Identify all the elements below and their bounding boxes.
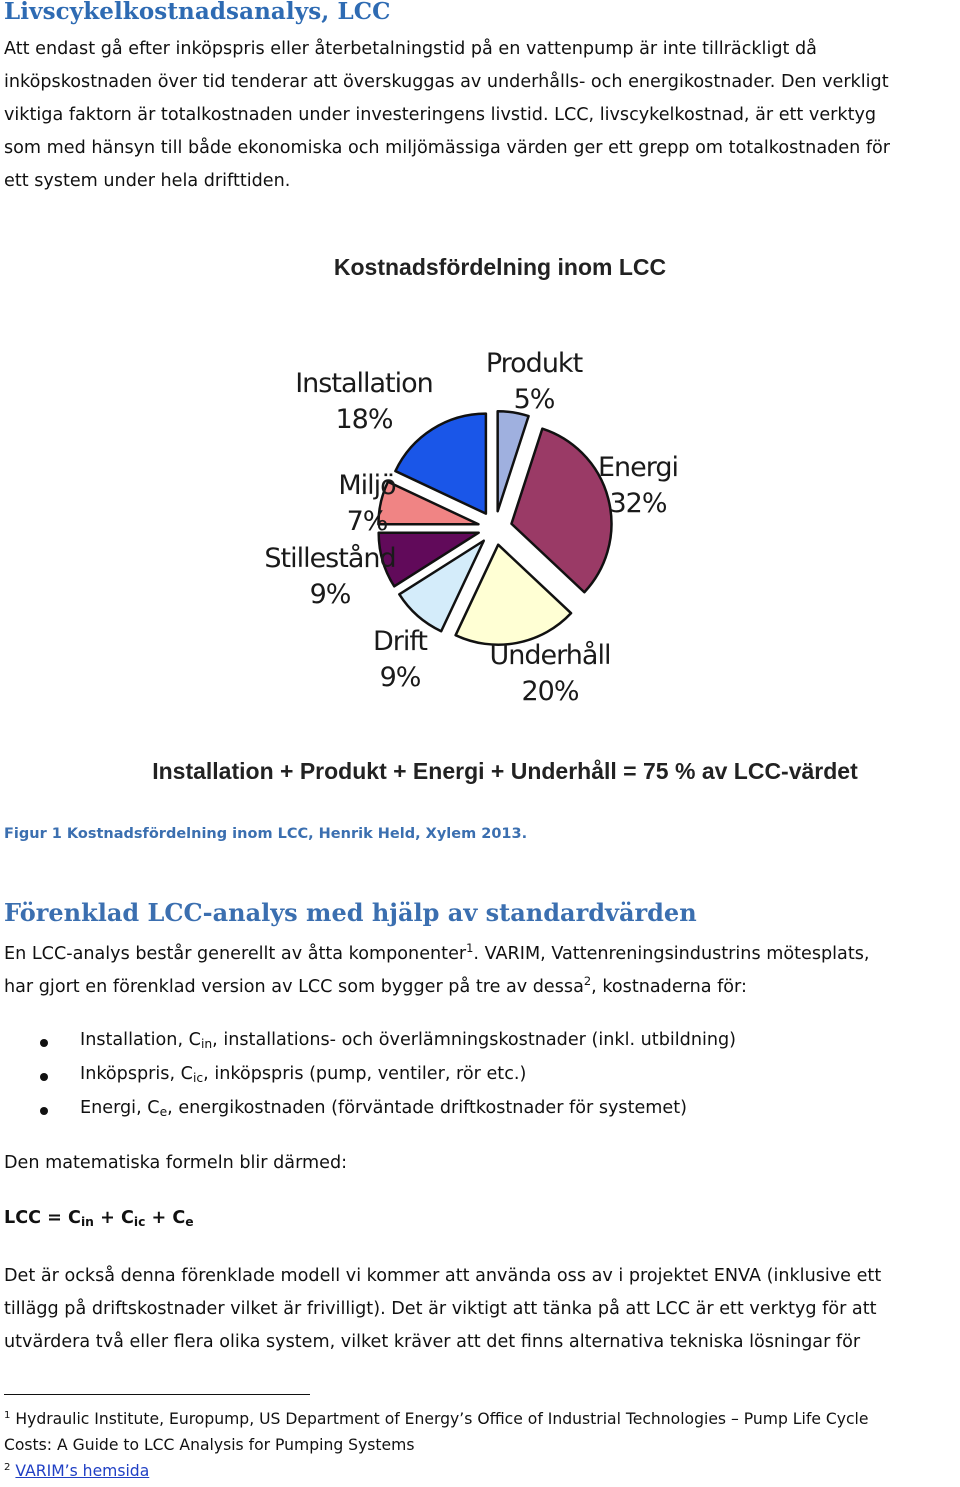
intro-line: inköpskostnaden över tid tenderar att överskuggas av underhålls- och energikostnader. Den verkligt [4, 72, 889, 92]
footnote-text: Hydraulic Institute, Europump, US Department of Energy’s Office of Industrial Technologies – Pump Life Cycle [10, 1410, 869, 1428]
footnote-2 [4, 1458, 149, 1484]
label-installation-name: Installation [295, 368, 433, 399]
label-energi [586, 450, 690, 522]
label-miljo [322, 468, 412, 540]
label-installation [276, 366, 452, 438]
label-underhall-value: 20% [521, 676, 579, 707]
bullet-text: , inköpspris (pump, ventiler, rör etc.) [203, 1064, 527, 1084]
formula-subscript: ic [133, 1215, 146, 1230]
label-miljo-name: Miljö [338, 470, 396, 501]
label-underhall [488, 638, 612, 710]
closing-line: utvärdera två eller flera olika system, vilket kräver att det finns alternativa tekniska lösningar för [4, 1332, 861, 1352]
footnote-number: 2 [4, 1461, 11, 1473]
label-stillestand [250, 541, 410, 613]
section-line [4, 971, 954, 1004]
closing-line: tillägg på driftskostnader vilket är frivilligt). Det är viktigt att tänka på att LCC är ett verktyg för att [4, 1299, 877, 1319]
bullet-subscript: e [159, 1105, 168, 1120]
label-stillestand-value: 9% [309, 579, 351, 610]
label-energi-name: Energi [597, 452, 679, 483]
formula-part: LCC = C [4, 1208, 81, 1228]
footnote-1-cont: Costs: A Guide to LCC Analysis for Pumping Systems [4, 1436, 415, 1454]
bullet-subscript: ic [192, 1071, 204, 1086]
footnote-ref-1: 1 [466, 941, 474, 956]
intro-line: som med hänsyn till både ekonomiska och miljömässiga värden ger ett grepp om totalkostnaden för [4, 138, 891, 158]
label-miljo-value: 7% [346, 506, 388, 537]
footnote-divider [4, 1394, 310, 1395]
bullet-text: , installations- och överlämningskostnader (inkl. utbildning) [212, 1030, 737, 1050]
footnote-1 [4, 1406, 868, 1432]
formula-subscript: e [185, 1215, 194, 1230]
formula-part: + C [145, 1208, 186, 1228]
footnote-number: 1 [4, 1409, 11, 1421]
chart-title: Kostnadsfördelning inom LCC [333, 254, 667, 280]
page-title: Livscykelkostnadsanalys, LCC [4, 0, 391, 25]
label-energi-value: 32% [609, 488, 667, 519]
section-text: har gjort en förenklad version av LCC som bygger på tre av dessa [4, 977, 584, 997]
section-text: En LCC-analys består generellt av åtta komponenter [4, 944, 467, 964]
label-drift [348, 624, 452, 696]
bullet-text: , energikostnaden (förväntade driftkostnader för systemet) [167, 1098, 688, 1118]
section-text: , kostnaderna för: [591, 977, 747, 997]
bullet-text: Energi, [80, 1098, 148, 1118]
section-line [4, 938, 954, 971]
bullet-icon [40, 1039, 48, 1047]
bullet-icon [40, 1073, 48, 1081]
bullet-subscript: in [200, 1037, 213, 1052]
intro-line: viktiga faktorn är totalkostnaden under investeringens livstid. LCC, livscykelkostnad, är ett verktyg [4, 105, 877, 125]
figure-caption: Figur 1 Kostnadsfördelning inom LCC, Henrik Held, Xylem 2013. [4, 826, 528, 842]
formula [4, 1208, 194, 1229]
label-drift-value: 9% [379, 662, 421, 693]
intro-line: Att endast gå efter inköpspris eller återbetalningstid på en vattenpump är inte tillräckligt då [4, 39, 817, 59]
intro-line: ett system under hela drifttiden. [4, 171, 291, 191]
formula-part: + C [93, 1208, 134, 1228]
label-stillestand-name: Stillestånd [264, 543, 396, 574]
bullet-symbol: C [180, 1064, 193, 1084]
label-installation-value: 18% [335, 404, 393, 435]
footnote-ref-2: 2 [583, 974, 592, 989]
bullet-icon [40, 1107, 48, 1115]
formula-subscript: in [80, 1215, 94, 1230]
varim-link[interactable]: VARIM’s hemsida [15, 1462, 150, 1480]
section-text: . VARIM, Vattenreningsindustrins mötesplats, [473, 944, 870, 964]
bullet-symbol: C [147, 1098, 160, 1118]
bullet-symbol: C [188, 1030, 201, 1050]
label-drift-name: Drift [372, 626, 427, 657]
formula-intro: Den matematiska formeln blir därmed: [4, 1153, 348, 1173]
label-produkt [472, 346, 596, 418]
label-underhall-name: Underhåll [489, 640, 611, 671]
bullet-text: Installation, [80, 1030, 189, 1050]
chart-summary: Installation + Produkt + Energi + Underhåll = 75 % av LCC-värdet [152, 758, 858, 784]
section-paragraph [4, 938, 954, 1004]
bullet-text: Inköpspris, [80, 1064, 181, 1084]
closing-paragraph [4, 1260, 954, 1359]
label-produkt-name: Produkt [485, 348, 583, 379]
section-heading: Förenklad LCC-analys med hjälp av standardvärden [4, 898, 697, 927]
label-produkt-value: 5% [513, 384, 555, 415]
closing-line: Det är också denna förenklade modell vi kommer att använda oss av i projektet ENVA (inklusive ett [4, 1266, 882, 1286]
